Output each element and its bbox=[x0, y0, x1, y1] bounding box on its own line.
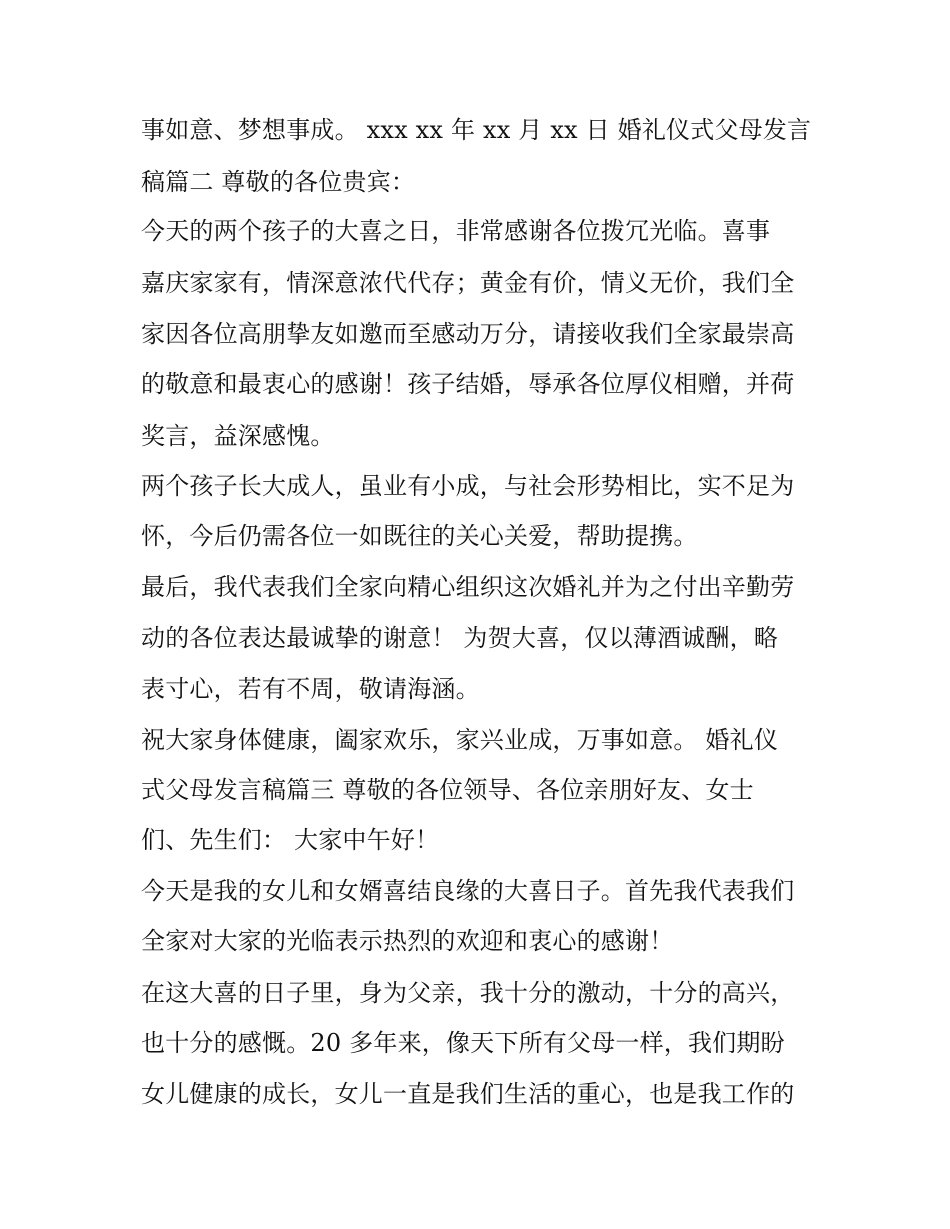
text-line: 表寸心，若有不周，敬请海涵。 bbox=[141, 675, 480, 703]
text-line: 也十分的感慨。20 多年来，像天下所有父母一样，我们期盼 bbox=[141, 1029, 785, 1057]
text-line: 女儿健康的成长，女儿一直是我们生活的重心，也是我工作的 bbox=[141, 1080, 795, 1108]
text-line: 们、先生们： 大家中午好！ bbox=[141, 826, 440, 854]
text-line: 动的各位表达最诚挚的谢意！ 为贺大喜，仅以薄酒诚酬，略 bbox=[141, 624, 779, 652]
text-line: 今天是我的女儿和女婿喜结良缘的大喜日子。首先我代表我们 bbox=[141, 877, 795, 905]
text-line: 两个孩子长大成人，虽业有小成，与社会形势相比，实不足为 bbox=[141, 472, 795, 500]
text-line: 在这大喜的日子里，身为父亲，我十分的激动，十分的高兴， bbox=[141, 979, 795, 1007]
text-line: 稿篇二 尊敬的各位贵宾： bbox=[141, 168, 416, 196]
text-line: 今天的两个孩子的大喜之日，非常感谢各位拨冗光临。喜事 bbox=[141, 217, 771, 245]
text-line: 奖言，益深感愧。 bbox=[141, 422, 335, 450]
text-line: 嘉庆家家有，情深意浓代代存；黄金有价，情义无价，我们全 bbox=[141, 269, 795, 297]
text-line: 的敬意和最衷心的感谢！孩子结婚，辱承各位厚仪相赠，并荷 bbox=[141, 370, 795, 398]
text-line: 最后，我代表我们全家向精心组织这次婚礼并为之付出辛勤劳 bbox=[141, 573, 795, 601]
text-line: 式父母发言稿篇三 尊敬的各位领导、各位亲朋好友、女士 bbox=[141, 776, 754, 804]
text-line: 祝大家身体健康，阖家欢乐，家兴业成，万事如意。 婚礼仪 bbox=[141, 726, 779, 754]
text-line: 全家对大家的光临表示热烈的欢迎和衷心的感谢！ bbox=[141, 927, 674, 955]
text-line: 家因各位高朋挚友如邀而至感动万分，请接收我们全家最崇高 bbox=[141, 320, 795, 348]
text-line: 怀，今后仍需各位一如既往的关心关爱，帮助提携。 bbox=[141, 522, 698, 550]
text-line: 事如意、梦想事成。 xxx xx 年 xx 月 xx 日 婚礼仪式父母发言 bbox=[141, 116, 812, 144]
